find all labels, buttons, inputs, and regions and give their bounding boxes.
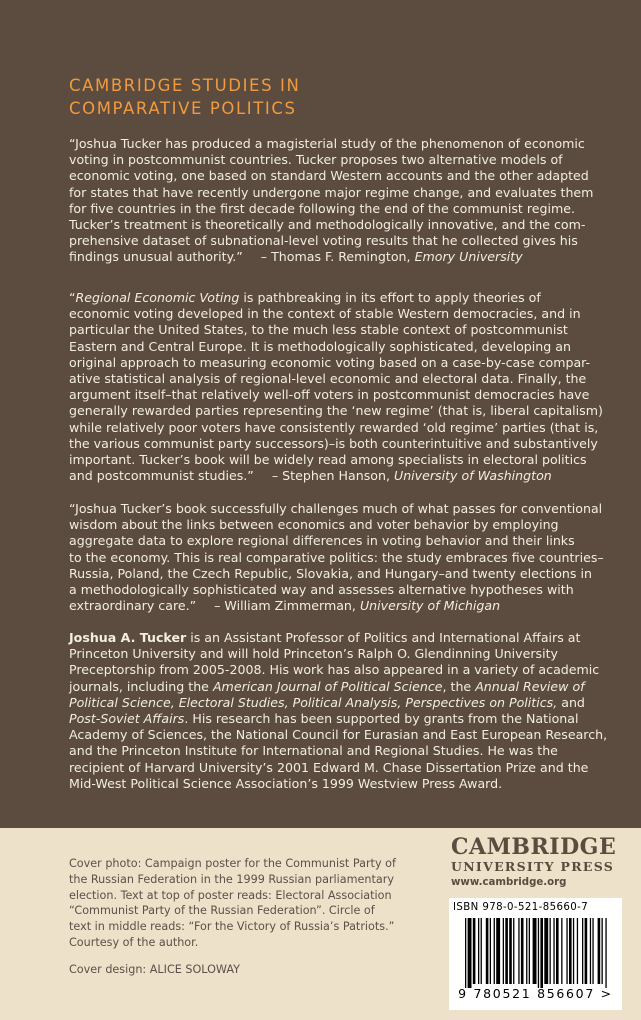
bio-line: Mid-West Political Science Association’s 1999 Westview Press Award. [69, 775, 503, 791]
quote-line: for states that have recently undergone major regime change, and evaluates them [69, 184, 594, 200]
journal-title: American Journal of Political Science [212, 678, 443, 694]
attribution-name: – Thomas F. Remington, [260, 249, 411, 265]
bio-line: recipient of Harvard University’s 2001 Edward M. Chase Dissertation Prize and the [69, 759, 589, 775]
credit-line: election. Text at top of poster reads: Electoral Association [69, 888, 392, 902]
barcode-bar [505, 918, 508, 984]
barcode-bar [569, 918, 572, 984]
quote-last-line [69, 249, 609, 265]
barcode-digits: 9 780521 856607 > [458, 986, 613, 1001]
publisher-url[interactable]: www.cambridge.org [451, 877, 567, 888]
bio-line: Princeton University and will hold Princeton’s Ralph O. Glendinning University [69, 646, 558, 662]
quote-line: argument itself–that relatively well-off voters in postcommunist democracies have [69, 387, 590, 403]
bio-text: . His research has been supported by grants from the National [184, 711, 579, 727]
quote-last-text: and postcommunist studies.” [69, 468, 254, 484]
quote-line: the various communist party successors)–is both counterintuitive and substantively [69, 435, 598, 451]
journal-title: Post-Soviet Affairs [69, 711, 185, 727]
barcode-bar [538, 918, 539, 988]
back-cover-footer [0, 828, 641, 1020]
credit-line: Cover photo: Campaign poster for the Communist Party of [69, 857, 396, 870]
quote-line: voting in postcommunist countries. Tucker proposes two alternative models of [69, 152, 563, 168]
attribution-affiliation: University of Michigan [359, 598, 501, 614]
cover-photo-credit [69, 856, 399, 951]
barcode-bar [529, 918, 530, 984]
barcode-bar [526, 918, 527, 984]
bio-line: Academy of Sciences, the National Council for Eurasian and East European Research, [69, 727, 608, 743]
quote-first-rest: is pathbreaking in its effort to apply theories of [239, 290, 541, 305]
quote-line: wisdom about the links between economics and voter behavior by employing [69, 517, 559, 533]
quote-line: while relatively poor voters have consistently rewarded ‘old regime’ parties (that is, [69, 419, 599, 435]
quote-last-line [69, 468, 609, 484]
barcode-bar [473, 918, 476, 984]
publisher-press: UNIVERSITY PRESS [451, 859, 615, 874]
quote-line: important. Tucker’s book will be widely read among specialists in electoral politics [69, 452, 587, 468]
journal-title: Annual Review of [475, 678, 585, 694]
quote-line: original approach to measuring economic voting based on a case-by-case compar- [69, 354, 591, 370]
quote-line: a methodologically sophisticated way and assesses alternative hypotheses with [69, 582, 574, 598]
barcode-bar [605, 918, 606, 988]
barcode-bar [590, 918, 591, 984]
attribution-name: – William Zimmerman, [214, 598, 356, 614]
bio-line [69, 695, 609, 711]
bio-text: is an Assistant Professor of Politics and International Affairs at [186, 630, 581, 645]
quote-line: ative statistical analysis of regional-level economic and electoral data. Finally, the [69, 371, 587, 387]
barcode-bar [468, 918, 472, 988]
barcode-bar [490, 918, 491, 984]
publisher-logo [451, 834, 616, 888]
author-name: Joshua A. Tucker [69, 630, 187, 645]
quote-line: “Joshua Tucker has produced a magisterial study of the phenomenon of economic [69, 136, 585, 151]
barcode-bar [582, 918, 583, 984]
bio-line: Preceptorship from 2005-2008. His work has also appeared in a variety of academic [69, 662, 600, 678]
quote-remington [69, 136, 609, 266]
series-title-line-1: CAMBRIDGE STUDIES IN [69, 76, 301, 95]
author-bio [69, 630, 609, 792]
quote-line: economic voting developed in the context of stable Western democracies, and in [69, 306, 581, 322]
barcode-bar [602, 918, 603, 984]
barcode-bar [478, 918, 479, 984]
barcode-bar [553, 918, 554, 984]
book-title: Regional Economic Voting [75, 290, 240, 305]
quote-line: for five countries in the first decade following the end of the communist regime. [69, 200, 575, 216]
bio-text: journals, including the [69, 678, 213, 694]
barcode-bar [518, 918, 519, 984]
barcode-bar [550, 918, 551, 984]
open-quote: “ [69, 290, 76, 305]
barcode-bar [573, 918, 574, 984]
quote-line: Tucker’s treatment is theoretically and methodologically innovative, and the com- [69, 217, 586, 233]
barcode-bar [509, 918, 512, 984]
barcode-bar [496, 918, 500, 984]
barcode-bar [521, 918, 524, 984]
credit-line: the Russian Federation in the 1999 Russian parliamentary [69, 872, 394, 886]
quote-last-text: extraordinary care.” [69, 598, 197, 614]
quote-line: economic voting, one based on standard Western accounts and the other adapted [69, 168, 589, 184]
barcode-bar [566, 918, 567, 984]
publisher-name: CAMBRIDGE [451, 834, 617, 860]
quote-line: aggregate data to explore regional differences in voting behavior and their links [69, 533, 575, 549]
barcode-bar [513, 918, 514, 984]
credit-line: Courtesy of the author. [69, 935, 199, 949]
quote-line: prehensive dataset of subnational-level voting results that he collected gives his [69, 233, 578, 249]
series-title-line-2: COMPARATIVE POLITICS [69, 99, 297, 118]
attribution [214, 598, 500, 614]
attribution-name: – Stephen Hanson, [271, 468, 390, 484]
quote-zimmerman [69, 501, 609, 614]
attribution-affiliation: University of Washington [393, 468, 552, 484]
quote-line: particular the United States, to the much less stable context of postcommunist [69, 322, 568, 338]
quote-line: “Joshua Tucker’s book successfully challenges much of what passes for conventional [69, 501, 603, 516]
cover-design-credit: Cover design: ALICE SOLOWAY [69, 963, 240, 976]
bio-text: and [557, 694, 585, 710]
credit-line: text in middle reads: “For the Victory of Russia’s Patriots.” [69, 920, 395, 934]
series-title [69, 74, 300, 120]
quote-hanson [69, 290, 609, 484]
quote-line: generally rewarded parties representing the ‘new regime’ (that is, liberal capitalism) [69, 403, 603, 419]
barcode-bar [533, 918, 537, 984]
barcode-bar [592, 918, 593, 984]
barcode [449, 898, 622, 998]
attribution-affiliation: Emory University [414, 249, 523, 265]
barcode-bar [598, 918, 601, 984]
barcode-bar [486, 918, 489, 984]
barcode-bar [577, 918, 578, 984]
barcode-bar [494, 918, 495, 984]
quote-line: Eastern and Central Europe. It is methodologically sophisticated, developing an [69, 338, 571, 354]
bio-line [69, 630, 609, 646]
quote-line: Russia, Poland, the Czech Republic, Slovakia, and Hungary–and twenty elections in [69, 565, 592, 581]
barcode-bar [503, 918, 504, 984]
isbn-number: ISBN 978-0-521-85660-7 [453, 902, 589, 913]
attribution [272, 468, 552, 484]
bio-line: and the Princeton Institute for International and Regional Studies. He was the [69, 743, 558, 759]
bio-line [69, 679, 609, 695]
bio-line [69, 711, 609, 727]
barcode-bar [481, 918, 482, 984]
credit-line: “Communist Party of the Russian Federation”. Circle of [69, 904, 375, 918]
barcode-bar [544, 918, 548, 984]
barcode-bar [556, 918, 559, 984]
barcode-bar [465, 918, 466, 988]
bio-text: , the [442, 678, 476, 694]
attribution [261, 249, 523, 265]
barcode-bar [561, 918, 562, 984]
barcode-bar [585, 918, 588, 984]
quote-last-line [69, 598, 609, 614]
journal-title: Political Science, Electoral Studies, Political Analysis, Perspectives on Politics, [69, 694, 558, 710]
quote-line: to the economy. This is real comparative politics: the study embraces five countries– [69, 549, 604, 565]
barcode-box [449, 898, 622, 1010]
quote-last-text: findings unusual authority.” [69, 249, 243, 265]
barcode-bar [540, 918, 543, 988]
quote-first-line [69, 290, 609, 306]
